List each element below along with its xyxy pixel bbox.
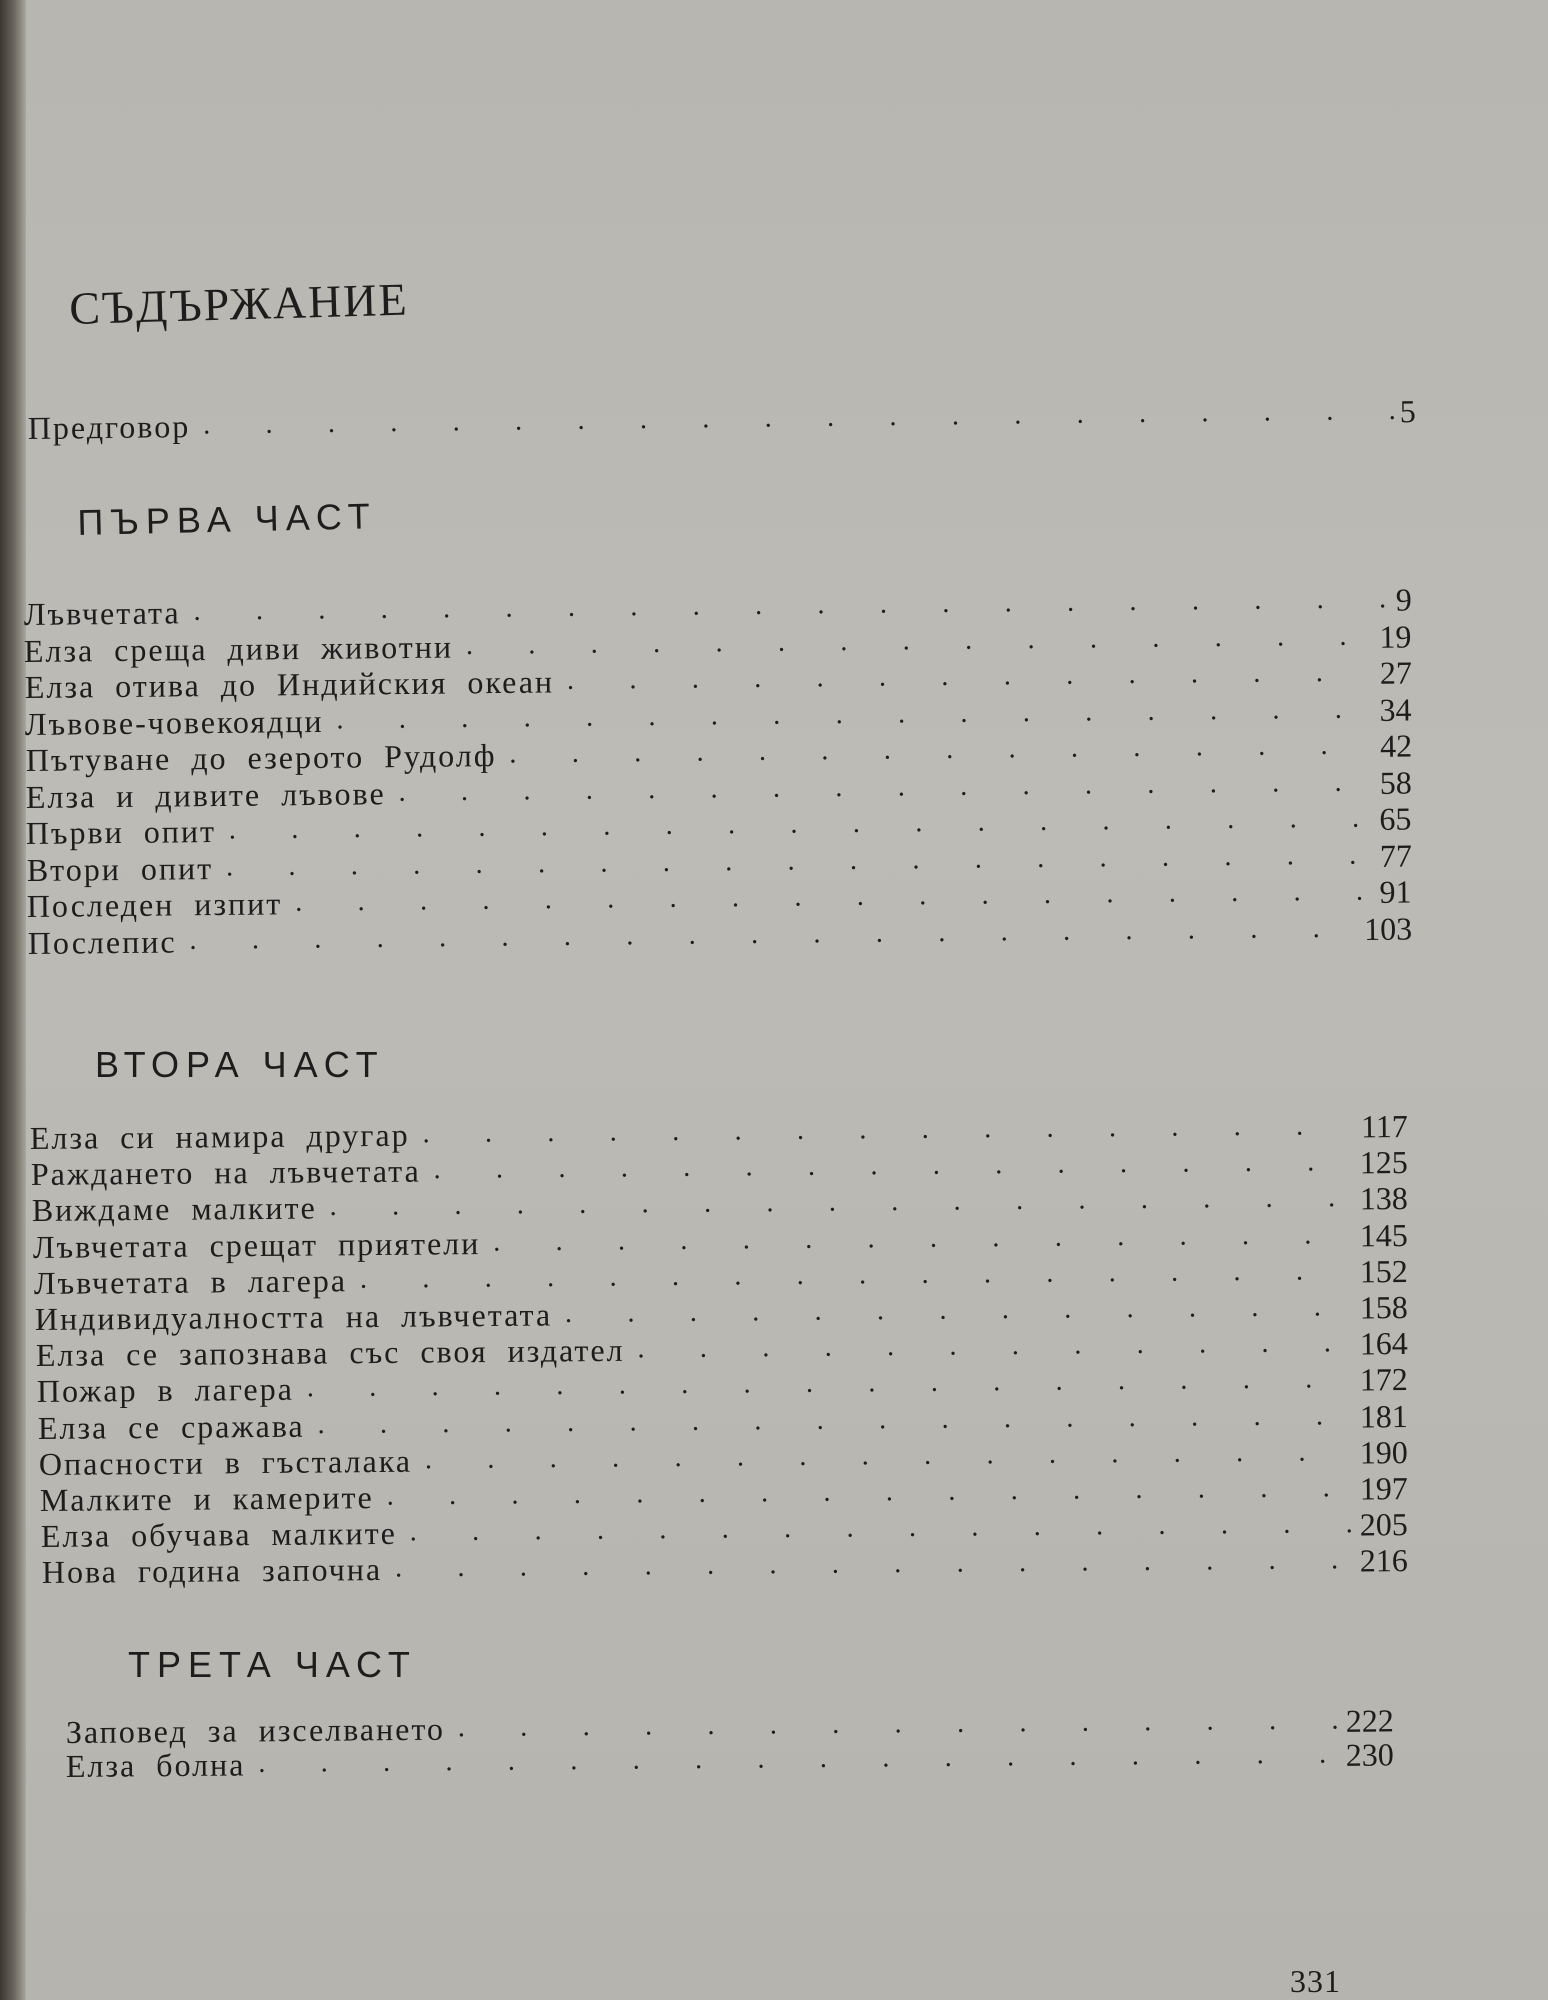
toc-entry-label: Елза среща диви животни — [24, 628, 454, 669]
toc-entry-label: Първи опит — [26, 813, 217, 851]
toc-entry-page: 19 — [1379, 617, 1412, 655]
toc-entry-page: 181 — [1359, 1397, 1408, 1435]
toc-entry-page: 138 — [1359, 1180, 1408, 1217]
toc-entry-page: 103 — [1363, 910, 1412, 947]
page-number: 331 — [1290, 1963, 1341, 1999]
toc-entry-page: 34 — [1379, 690, 1412, 728]
toc-entry-label: Втори опит — [26, 849, 214, 888]
toc-entry-label: Малките и камерите — [39, 1479, 374, 1518]
toc-entry-label: Елза си намира другар — [29, 1116, 410, 1156]
toc-entry-label: Виждаме малките — [31, 1189, 317, 1229]
toc-entry-page: 197 — [1359, 1470, 1408, 1507]
toc-entry-label: Послепис — [27, 922, 177, 961]
toc-entry-label: Заповед за изселването — [65, 1710, 446, 1750]
toc-entry-page: 205 — [1359, 1506, 1408, 1543]
toc-entry-label: Лъвчетата — [23, 594, 181, 632]
toc-entry-label: Пътуване до езерото Рудолф — [25, 737, 497, 778]
toc-entry-label: Елза болна — [65, 1746, 246, 1784]
toc-entry-label: Лъвчетата срещат приятели — [32, 1224, 481, 1265]
toc-entry-page: 91 — [1379, 873, 1412, 910]
toc-entry-label: Елза отива до Индийския океан — [24, 663, 555, 705]
toc-title: СЪДЪРЖАНИЕ — [68, 273, 410, 335]
toc-entry-page: 5 — [1399, 393, 1416, 430]
part-heading-3: ТРЕТА ЧАСТ — [128, 1644, 417, 1685]
part-heading-2: ВТОРА ЧАСТ — [95, 1044, 385, 1085]
toc-entry-label: Опасности в гъсталака — [38, 1442, 413, 1482]
toc-entry-label: Нова година започна — [41, 1551, 383, 1591]
toc-entry-page: 190 — [1359, 1433, 1408, 1471]
toc-entry-label: Предговор — [27, 408, 191, 446]
toc-entry-page: 172 — [1359, 1361, 1408, 1398]
toc-entry-label: Елза се сражава — [37, 1407, 305, 1446]
toc-entry-label: Елза и дивите лъвове — [25, 774, 386, 815]
toc-entry-page: 42 — [1379, 727, 1412, 764]
toc-entry-page: 230 — [1345, 1736, 1394, 1773]
toc-entry-label: Елза обучава малките — [40, 1515, 397, 1555]
toc-entry-page: 9 — [1395, 581, 1412, 618]
toc-entry-page: 216 — [1359, 1542, 1408, 1579]
toc-entry-page: 145 — [1359, 1216, 1408, 1254]
toc-entry-page: 152 — [1359, 1252, 1408, 1290]
toc-entry-page: 65 — [1379, 800, 1412, 837]
toc-entry-label: Индивидуалността на лъвчетата — [34, 1296, 553, 1337]
toc-entry-page: 27 — [1379, 654, 1412, 691]
book-spine-shadow — [0, 0, 26, 2000]
toc-entry-page: 158 — [1359, 1289, 1408, 1326]
toc-entry-page: 164 — [1359, 1325, 1408, 1362]
part-heading-1: ПЪРВА ЧАСТ — [77, 495, 378, 544]
dot-leader — [638, 1328, 1356, 1366]
toc-entry-label: Последен изпит — [26, 885, 283, 924]
toc-entry-label: Лъвчетата в лагера — [33, 1262, 348, 1301]
toc-entry-label: Елза се запознава със своя издател — [35, 1332, 625, 1374]
toc-entry-label: Лъвове-човекоядци — [24, 702, 324, 742]
toc-entry-page: 125 — [1359, 1144, 1408, 1181]
toc-entry-label: Пожар в лагера — [36, 1371, 295, 1410]
toc-entry-page: 77 — [1379, 836, 1412, 874]
toc-entry-page: 58 — [1379, 763, 1412, 801]
toc-entry-page: 117 — [1360, 1107, 1408, 1145]
toc-entry-label: Раждането на лъвчетата — [30, 1152, 421, 1193]
toc-entry-page: 222 — [1345, 1702, 1394, 1739]
